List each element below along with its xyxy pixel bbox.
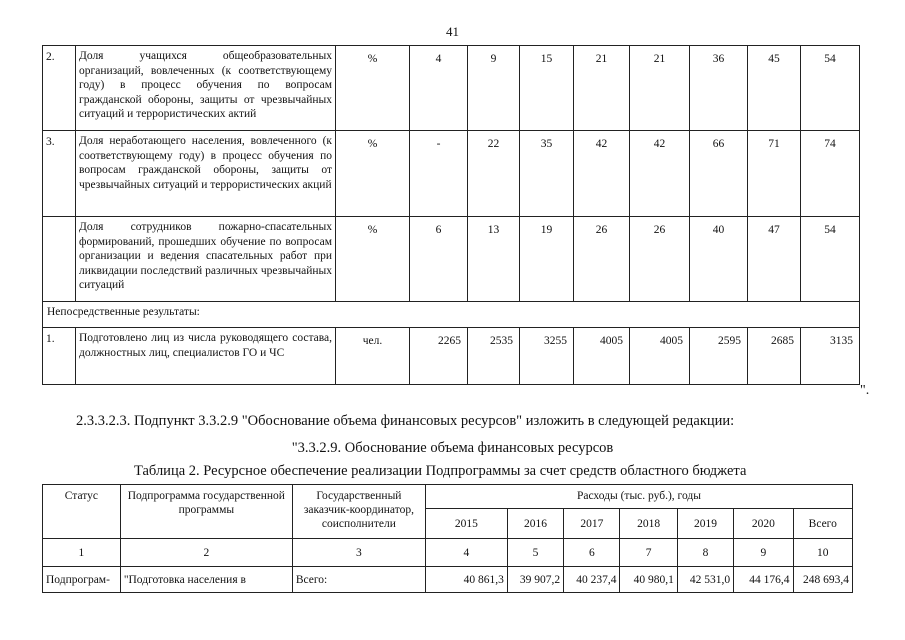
indicator-value: 36: [690, 46, 748, 131]
section-title: "3.3.2.9. Обоснование объема финансовых ресурсов: [291, 440, 614, 456]
indicator-value: 3135: [801, 328, 860, 385]
header-year: 2020: [734, 509, 793, 539]
indicator-name: Доля сотрудников пожарно-спасательных формирований, прошедших обучение по вопросам организации и ведения спасательных работ при ликвидации последствий различных чрезвычайных ситуаций: [76, 217, 336, 302]
row-number: 3.: [43, 131, 76, 217]
header-expenses: Расходы (тыс. руб.), годы: [425, 485, 852, 509]
amendment-paragraph: 2.3.3.2.3. Подпункт 3.3.2.9 "Обоснование объема финансовых ресурсов" изложить в следующей редакции:: [76, 413, 735, 429]
table-row: [43, 328, 860, 385]
indicator-value: 6: [410, 217, 468, 302]
row-number: 2.: [43, 46, 76, 131]
header-coordinator: Государственный заказчик-координатор, соисполнители: [292, 485, 425, 539]
indicator-value: 66: [690, 131, 748, 217]
indicator-value: 54: [801, 217, 860, 302]
column-index: 3: [292, 539, 425, 567]
expense-total: 248 693,4: [793, 567, 852, 593]
indicator-value: 74: [801, 131, 860, 217]
table-row: [43, 539, 853, 567]
indicator-value: 4005: [574, 328, 630, 385]
closing-quote: ".: [860, 383, 870, 398]
table-row: [43, 217, 860, 302]
indicator-name: Доля учащихся общеобразовательных организаций, вовлеченных (к соответствующему году) в процесс обучения по вопросам гражданской обороны, защиты от чрезвычайных ситуаций и террористических актий: [76, 46, 336, 131]
column-index: 7: [620, 539, 677, 567]
indicator-value: 45: [748, 46, 801, 131]
indicator-value: 13: [468, 217, 520, 302]
column-index: 9: [734, 539, 793, 567]
indicator-value: 2595: [690, 328, 748, 385]
indicator-unit: %: [336, 217, 410, 302]
indicator-value: 19: [520, 217, 574, 302]
indicator-value: 2265: [410, 328, 468, 385]
indicator-value: 47: [748, 217, 801, 302]
column-index: 8: [677, 539, 733, 567]
header-status: Статус: [43, 485, 121, 539]
row-number: 1.: [43, 328, 76, 385]
indicator-name: Доля неработающего населения, вовлеченного (к соответствующему году) в процесс обучения по вопросам гражданской обороны, защиты от чрезвычайных ситуаций и террористических акций: [76, 131, 336, 217]
section-label: Непосредственные результаты:: [43, 302, 860, 328]
indicator-value: 9: [468, 46, 520, 131]
table-caption: Таблица 2. Ресурсное обеспечение реализации Подпрограммы за счет средств областного бюджета: [134, 463, 747, 479]
indicator-value: 3255: [520, 328, 574, 385]
indicator-value: 26: [574, 217, 630, 302]
header-total: Всего: [793, 509, 852, 539]
indicators-table: [42, 45, 860, 385]
subprogram-cell: "Подготовка населения в: [120, 567, 292, 593]
table-row: [43, 46, 860, 131]
expense-value: 40 861,3: [425, 567, 507, 593]
header-subprogram: Подпрограмма государственной программы: [120, 485, 292, 539]
column-index: 6: [564, 539, 620, 567]
indicator-value: 22: [468, 131, 520, 217]
indicator-value: -: [410, 131, 468, 217]
indicator-value: 21: [574, 46, 630, 131]
header-year: 2019: [677, 509, 733, 539]
indicator-value: 2535: [468, 328, 520, 385]
column-index: 2: [120, 539, 292, 567]
coordinator-cell: Всего:: [292, 567, 425, 593]
indicator-value: 2685: [748, 328, 801, 385]
column-index: 4: [425, 539, 507, 567]
header-year: 2015: [425, 509, 507, 539]
indicator-value: 26: [630, 217, 690, 302]
column-index: 5: [507, 539, 563, 567]
expense-value: 40 237,4: [564, 567, 620, 593]
table-row: [43, 567, 853, 593]
expense-value: 40 980,1: [620, 567, 677, 593]
indicator-unit: чел.: [336, 328, 410, 385]
header-year: 2017: [564, 509, 620, 539]
column-index: 1: [43, 539, 121, 567]
indicator-value: 35: [520, 131, 574, 217]
indicator-value: 71: [748, 131, 801, 217]
indicator-value: 21: [630, 46, 690, 131]
column-index: 10: [793, 539, 852, 567]
table-row: [43, 302, 860, 328]
header-year: 2016: [507, 509, 563, 539]
row-number: [43, 217, 76, 302]
table-row: [43, 131, 860, 217]
page-number: 41: [446, 24, 459, 39]
indicator-value: 4: [410, 46, 468, 131]
status-cell: Подпрограм-: [43, 567, 121, 593]
indicator-unit: %: [336, 46, 410, 131]
table-header-row: [43, 485, 853, 509]
indicator-value: 4005: [630, 328, 690, 385]
header-year: 2018: [620, 509, 677, 539]
resources-table: [42, 484, 853, 593]
indicator-name: Подготовлено лиц из числа руководящего состава, должностных лиц, специалистов ГО и ЧС: [76, 328, 336, 385]
indicator-value: 42: [630, 131, 690, 217]
indicator-value: 54: [801, 46, 860, 131]
expense-value: 42 531,0: [677, 567, 733, 593]
expense-value: 44 176,4: [734, 567, 793, 593]
indicator-unit: %: [336, 131, 410, 217]
indicator-value: 42: [574, 131, 630, 217]
indicator-value: 15: [520, 46, 574, 131]
indicator-value: 40: [690, 217, 748, 302]
expense-value: 39 907,2: [507, 567, 563, 593]
